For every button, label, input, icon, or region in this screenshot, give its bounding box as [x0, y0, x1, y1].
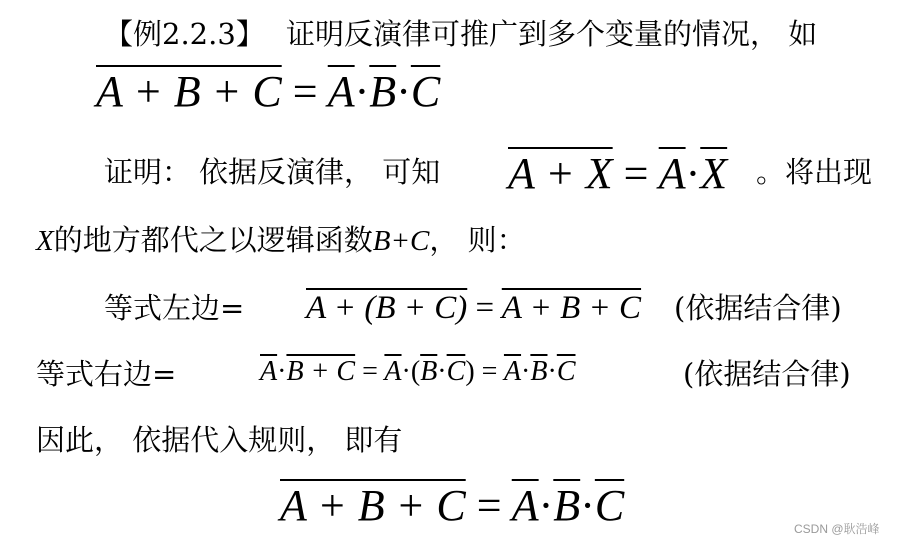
rs-paren-close: ): [465, 356, 475, 387]
equation-right-side: [260, 356, 576, 388]
eq2-a: $\overline{A}$: [658, 149, 686, 198]
rs-b-2: $\overline{B}$: [530, 356, 548, 387]
eq3-equals: =: [476, 481, 502, 530]
eq3-a: $\overline{A}$: [511, 481, 539, 530]
example-heading: [104, 12, 817, 53]
rs-dot-4: ·: [521, 356, 531, 387]
eq1-equals: =: [292, 67, 318, 116]
left-rhs: A + B + C: [501, 290, 642, 326]
rs-b-plus-c: B + C: [286, 356, 356, 387]
bracket-open: 【: [104, 17, 134, 51]
equation-3: [280, 480, 624, 531]
substitution-text-2: ， 则：: [429, 223, 526, 257]
rs-dot-3: ·: [437, 356, 447, 387]
rs-equals-2: =: [481, 356, 498, 387]
eq3-lhs: A + B + C: [280, 481, 466, 530]
eq3-dot-2: ·: [580, 481, 595, 530]
eq3-dot-1: ·: [538, 481, 554, 530]
rs-a-2: $\overline{A}$: [384, 356, 402, 387]
proof-line: [104, 150, 440, 191]
eq1-lhs: A + B + C: [96, 67, 282, 116]
substitution-line: [36, 218, 526, 259]
csdn-watermark: CSDN @耿浩峰: [794, 522, 880, 536]
eq1-a: $\overline{A}$: [327, 67, 355, 116]
eq1-dot-1: ·: [354, 67, 370, 116]
eq2-equals: =: [623, 149, 649, 198]
rs-dot-2: ·: [401, 356, 411, 387]
eq3-c: $\overline{C}$: [594, 481, 625, 530]
conclusion-text: 因此， 依据代入规则， 即有: [36, 423, 403, 457]
right-side-label: 等式右边=: [36, 357, 177, 391]
equation-2: [508, 148, 727, 199]
bracket-close: 】: [235, 17, 265, 51]
rs-dot-1: ·: [277, 356, 287, 387]
eq1-dot-2: ·: [396, 67, 411, 116]
rs-dot-5: ·: [547, 356, 557, 387]
rs-a-3: $\overline{A}$: [503, 356, 522, 387]
eq3-b: $\overline{B}$: [553, 481, 581, 530]
eq2-tail: 。将出现: [756, 155, 873, 189]
left-side-note: (依据结合律): [674, 291, 842, 325]
expression-bc: B+C: [372, 225, 430, 257]
rs-c-2: $\overline{C}$: [556, 356, 576, 387]
proof-text: 依据反演律， 可知: [199, 155, 441, 189]
rs-paren-open: (: [410, 356, 421, 387]
eq2-lhs: A + X: [508, 149, 613, 198]
left-side-label: 等式左边=: [104, 291, 245, 325]
rs-b-1: $\overline{B}$: [420, 356, 438, 387]
right-side-note: (依据结合律): [683, 357, 851, 391]
eq1-c: $\overline{C}$: [410, 67, 441, 116]
proof-label: 证明：: [104, 155, 192, 189]
example-statement: 证明反演律可推广到多个变量的情况， 如: [286, 17, 818, 51]
substitution-text-1: 的地方都代之以逻辑函数: [53, 223, 373, 257]
eq2-x: $\overline{X}$: [700, 149, 728, 198]
eq1-b: $\overline{B}$: [369, 67, 397, 116]
left-lhs: A + (B + C): [306, 290, 468, 326]
left-equals: =: [475, 290, 495, 326]
rs-a-1: $\overline{A}$: [260, 356, 278, 387]
rs-equals-1: =: [362, 356, 378, 387]
example-label: 例2.2.3: [133, 17, 236, 51]
variable-x: X: [36, 225, 54, 257]
rs-c-1: $\overline{C}$: [446, 356, 466, 387]
equation-1: [96, 66, 440, 117]
equation-left-side: [306, 290, 641, 327]
eq2-dot: ·: [685, 149, 701, 198]
